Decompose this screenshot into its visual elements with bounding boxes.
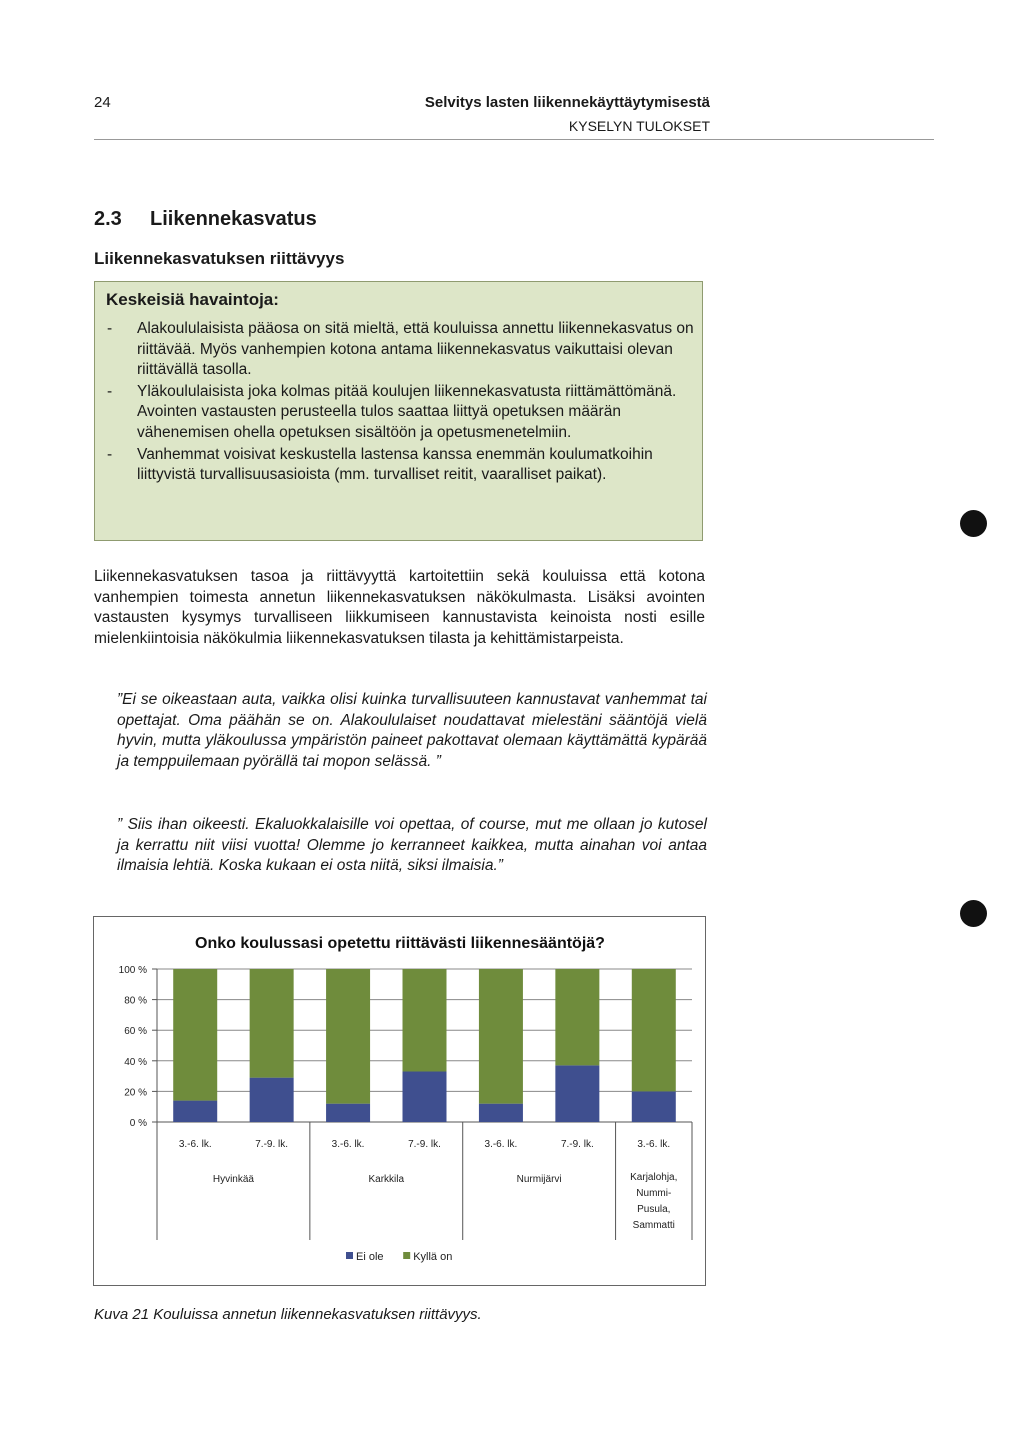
group-label-line: Nummi- bbox=[636, 1188, 672, 1199]
x-tick-label: 3.-6. lk. bbox=[178, 1139, 212, 1150]
y-tick-label: 60 % bbox=[124, 1026, 147, 1038]
bar-segment bbox=[173, 1101, 217, 1122]
group-label: Nurmijärvi bbox=[516, 1174, 562, 1185]
key-findings-box bbox=[94, 281, 703, 541]
chart-title: Onko koulussasi opetettu riittävästi liikennesääntöjä? bbox=[195, 935, 605, 952]
x-tick-label: 7.-9. lk. bbox=[255, 1139, 289, 1150]
running-subtitle: KYSELYN TULOKSET bbox=[568, 118, 710, 134]
bar-segment bbox=[479, 969, 523, 1104]
finding-item: - Yläkoululaisista joka kolmas pitää koulujen liikennekasvatusta riittämättömänä. Avointen vastausten perusteella tulos saattaa liittyä opetuksen määrän vähenemisen ohella opetuksen sisältöön ja opetusmenetelmiin. bbox=[107, 382, 677, 441]
figure-caption: Kuva 21 Kouluissa annetun liikennekasvatuksen riittävyys. bbox=[94, 1306, 482, 1323]
page-number: 24 bbox=[94, 94, 111, 111]
y-tick-label: 0 % bbox=[129, 1118, 147, 1129]
y-tick-label: 20 % bbox=[124, 1087, 147, 1099]
bar-segment bbox=[173, 969, 217, 1101]
running-title: Selvitys lasten liikennekäyttäytymisestä bbox=[424, 94, 710, 111]
section-number: 2.3 bbox=[94, 208, 122, 230]
group-label-line: Pusula, bbox=[637, 1204, 671, 1215]
bar-segment bbox=[479, 1104, 523, 1122]
chart-frame bbox=[93, 916, 706, 1286]
bar-segment bbox=[555, 969, 599, 1065]
legend-label: Kyllä on bbox=[413, 1251, 453, 1263]
group-label: Karkkila bbox=[368, 1174, 405, 1185]
body-paragraph: Liikennekasvatuksen tasoa ja riittävyyttä kartoitettiin sekä kouluissa että kotona vanhempien toimesta annetun liikennekasvatuksen näkökulmasta. Lisäksi avointen vastausten kysymys turvalliseen liikkumiseen kannustavista keinoista nosti esille mielenkiintoisia näkökulmia liikennekasvatuksen tilasta ja kehittämistarpeista. bbox=[94, 568, 705, 647]
bar-segment bbox=[403, 1072, 447, 1122]
group-label-line: Karjalohja, bbox=[630, 1172, 678, 1183]
key-findings-list bbox=[107, 319, 697, 487]
finding-text: Alakoululaisista pääosa on sitä mieltä, että kouluissa annettu liikennekasvatus on riittävää. Myös vanhempien kotona antama liikennekasvatus vaikuttaisi olevan riittävällä tasolla. bbox=[137, 320, 694, 379]
bar-segment bbox=[326, 969, 370, 1104]
group-label-line: Sammatti bbox=[632, 1220, 675, 1231]
y-tick-label: 100 % bbox=[118, 965, 147, 976]
x-tick-label: 7.-9. lk. bbox=[408, 1139, 441, 1150]
legend-swatch bbox=[403, 1252, 410, 1259]
stacked-bar-chart bbox=[94, 917, 705, 1285]
binder-hole-dot bbox=[960, 510, 987, 537]
legend-label: Ei ole bbox=[356, 1251, 384, 1263]
y-tick-label: 40 % bbox=[124, 1056, 147, 1068]
bar-segment bbox=[250, 969, 294, 1078]
section-title: Liikennekasvatus bbox=[150, 208, 317, 230]
bar-segment bbox=[250, 1078, 294, 1122]
key-findings-title: Keskeisiä havaintoja: bbox=[106, 290, 279, 309]
finding-item: - Alakoululaisista pääosa on sitä mieltä, että kouluissa annettu liikennekasvatus on riittävää. Myös vanhempien kotona antama liikennekasvatus vaikuttaisi olevan riittävällä tasolla. bbox=[107, 320, 694, 379]
bar-segment bbox=[632, 969, 676, 1091]
group-label bbox=[630, 1172, 677, 1231]
header-divider bbox=[94, 139, 934, 140]
subsection-heading: Liikennekasvatuksen riittävyys bbox=[94, 249, 345, 268]
bar-segment bbox=[632, 1091, 676, 1122]
x-tick-label: 7.-9. lk. bbox=[560, 1139, 594, 1150]
finding-text: Yläkoululaisista joka kolmas pitää koulujen liikennekasvatusta riittämättömänä. Avointen vastausten perusteella tulos saattaa liittyä opetuksen määrän vähenemisen ohella opetuksen sisältöön ja opetusmenetelmiin. bbox=[137, 382, 677, 441]
y-tick-label: 80 % bbox=[124, 995, 147, 1007]
bar-segment bbox=[326, 1104, 370, 1122]
x-tick-label: 3.-6. lk. bbox=[484, 1139, 518, 1150]
quote-2: ” Siis ihan oikeesti. Ekaluokkalaisille voi opettaa, of course, mut me ollaan jo kutosel ja kerrattu niit viisi vuotta! Olemme jo kerranneet kaikkea, mutta ainahan voi antaa ilmaisia lehtiä. Koska kukaan ei osta niitä, siksi ilmaisia.” bbox=[117, 816, 707, 874]
binder-hole-dot bbox=[960, 900, 987, 927]
legend-swatch bbox=[346, 1252, 353, 1259]
quote-1: ”Ei se oikeastaan auta, vaikka olisi kuinka turvallisuuteen kannustavat vanhemmat tai opettajat. Oma päähän se on. Alakoululaiset noudattavat mielestäni sääntöjä vielä hyvin, mutta yläkoulussa ympäristön paineet pakottavat olemaan käyttämättä kypärää ja temppuilemaan pyörällä tai mopon selässä. ” bbox=[117, 691, 707, 770]
group-label: Hyvinkää bbox=[212, 1174, 254, 1185]
finding-text: Vanhemmat voisivat keskustella lastensa kanssa enemmän koulumatkoihin liittyvistä turvallisuusasioista (mm. turvalliset reitit, vaaralliset paikat). bbox=[137, 445, 653, 484]
bar-segment bbox=[555, 1065, 599, 1122]
x-tick-label: 3.-6. lk. bbox=[331, 1139, 365, 1150]
bar-segment bbox=[403, 969, 447, 1072]
x-tick-label: 3.-6. lk. bbox=[637, 1139, 671, 1150]
section-heading bbox=[94, 208, 317, 231]
finding-item: - Vanhemmat voisivat keskustella lastensa kanssa enemmän koulumatkoihin liittyvistä turvallisuusasioista (mm. turvalliset reitit, vaaralliset paikat). bbox=[107, 445, 653, 484]
